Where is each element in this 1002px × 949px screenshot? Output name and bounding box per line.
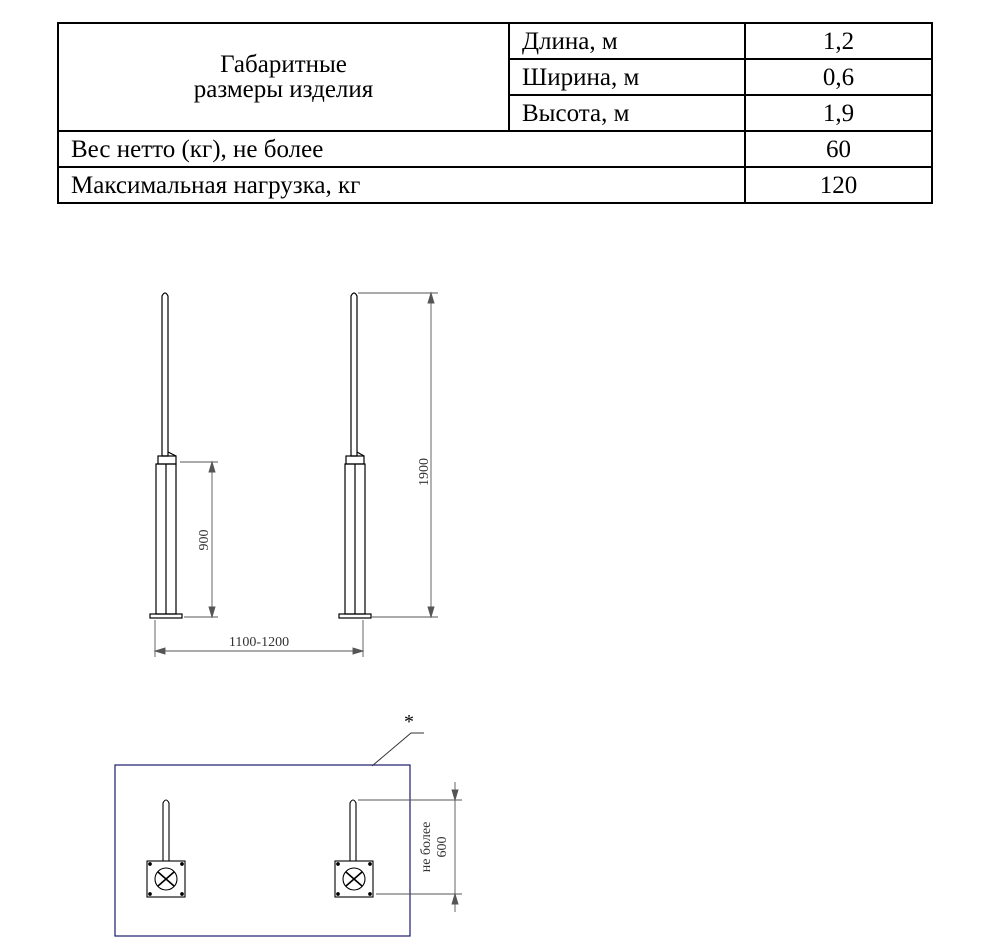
left-post — [150, 293, 182, 618]
dim-plan-line1: не более — [419, 821, 434, 873]
height-label: Высота, м — [509, 95, 745, 131]
length-value: 1,2 — [745, 23, 932, 59]
right-post — [339, 293, 371, 618]
dim-spacing: 1100-1200 — [228, 635, 290, 650]
max-load-value: 120 — [745, 167, 932, 203]
installation-area-frame — [115, 765, 410, 936]
right-plan-post — [335, 800, 373, 897]
net-weight-value: 60 — [745, 131, 932, 167]
net-weight-label: Вес нетто (кг), не более — [58, 131, 745, 167]
width-value: 0,6 — [745, 59, 932, 95]
dim-plan-line2: 600 — [435, 836, 450, 858]
front-view — [150, 293, 371, 618]
marker-leader — [372, 733, 424, 766]
dim-height-post: 900 — [197, 529, 212, 551]
max-load-label: Максимальная нагрузка, кг — [58, 167, 745, 203]
marker-asterisk: * — [404, 711, 414, 733]
group-label-line1: Габаритные — [220, 51, 347, 78]
height-value: 1,9 — [745, 95, 932, 131]
width-label: Ширина, м — [509, 59, 745, 95]
dim-height-total: 1900 — [417, 458, 432, 486]
plan-view — [115, 711, 462, 936]
group-label-line2: размеры изделия — [193, 76, 374, 103]
front-dimensions — [155, 293, 438, 657]
left-plan-post — [147, 800, 185, 897]
length-label: Длина, м — [509, 23, 745, 59]
